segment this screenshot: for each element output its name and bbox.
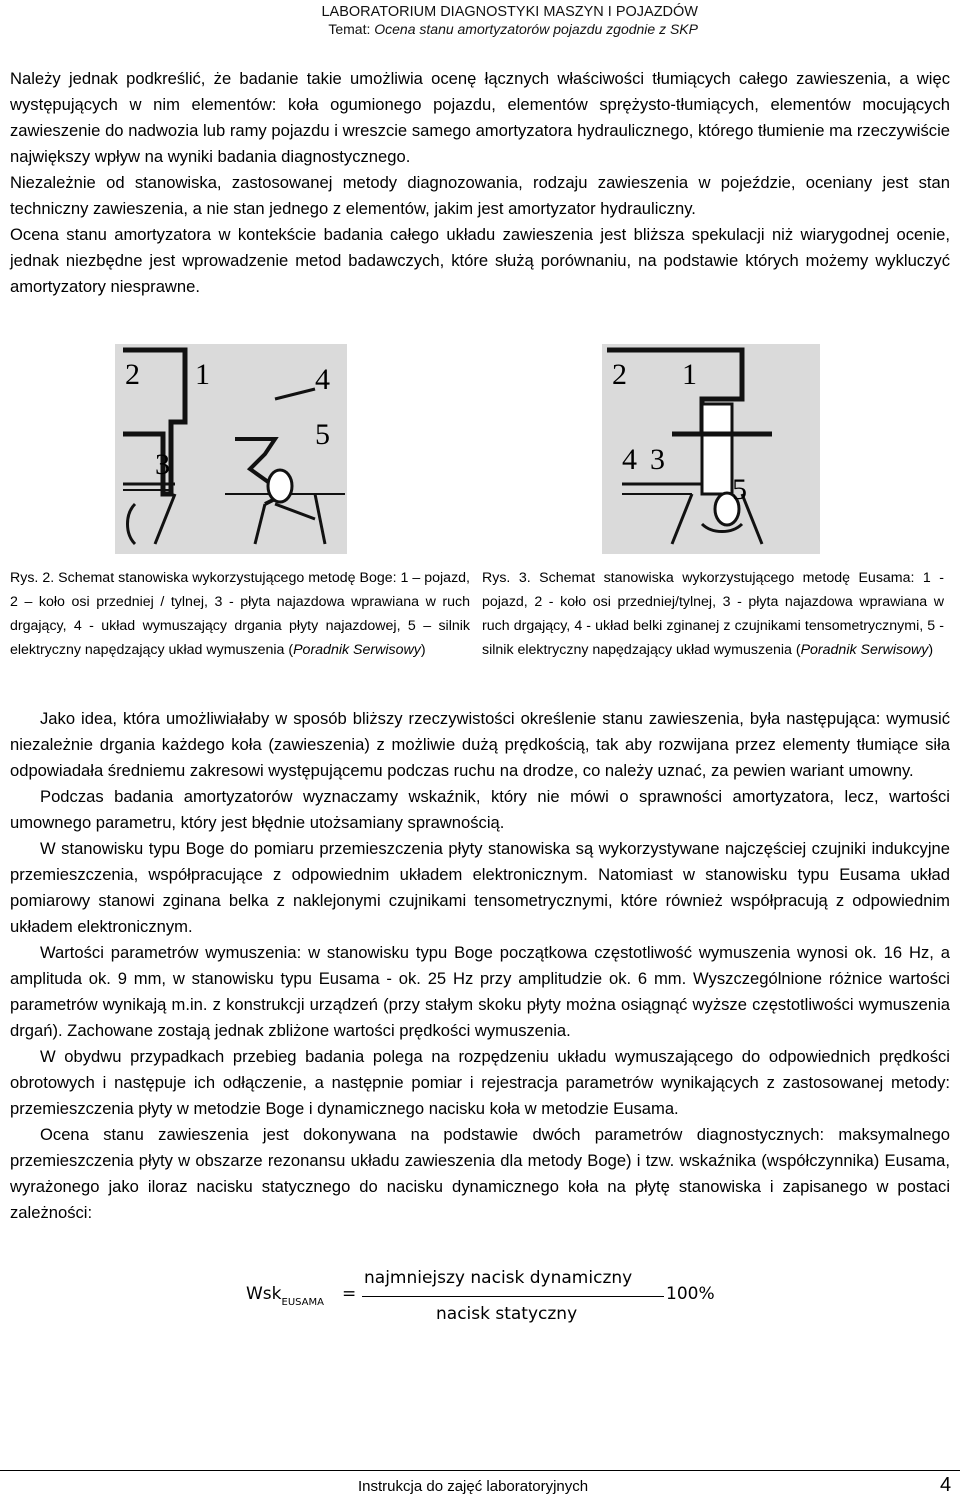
header-lab-name: LABORATORIUM DIAGNOSTYKI MASZYN I POJAZDÓW xyxy=(321,4,698,20)
formula-fraction-bar xyxy=(362,1296,664,1297)
page-header xyxy=(321,4,698,38)
intro-paragraph-2: Niezależnie od stanowiska, zastosowanej metody diagnozowania, rodzaju zawieszenia w pojeździe, oceniany jest stan techniczny zawieszenia, a nie stan jednego z elementów, jakim jest amortyzator hydrauliczny. xyxy=(10,173,950,218)
caption-boge-source: Poradnik Serwisowy xyxy=(293,642,421,658)
body-paragraph: Wartości parametrów wymuszenia: w stanowisku typu Boge początkowa częstotliwość wymuszenia wynosi ok. 16 Hz, a amplituda ok. 9 mm, w stanowisku typu Eusama - ok. 25 Hz przy amplitudzie ok. 6 mm. Wyszczególnione różnice wartości parametrów wynikają m.in. z konstrukcji urządzeń (przy stałym skoku płyty można osiągnąć wyższe częstotliwości wymuszenia drgań). Zachowane zostają jednak zbliżone wartości prędkości wymuszenia. xyxy=(10,943,950,1040)
fig2-label-4: 4 xyxy=(622,443,637,476)
footer-divider xyxy=(0,1470,960,1471)
body-paragraph: Podczas badania amortyzatorów wyznaczamy wskaźnik, który nie mówi o sprawności amortyzatora, lecz, wartości umownego parametru, który jest błędnie utożsamiany sprawnością. xyxy=(10,787,950,832)
footer-title: Instrukcja do zajęć laboratoryjnych xyxy=(358,1478,589,1495)
fig1-label-3: 3 xyxy=(155,448,170,481)
intro-text xyxy=(10,66,950,300)
fig2-label-1: 1 xyxy=(682,358,697,391)
figure-boge-caption xyxy=(10,566,470,662)
caption-eusama-text: Rys. 3. Schemat stanowiska wykorzystującego metodę Eusama: 1 - pojazd, 2 - koło osi przedniej/tylnej, 3 - płyta najazdowa wprawiana w ruch drgający, 4 - układ belki zginanej z czujnikami tensometrycznymi, 5 - silnik elektryczny napędzający układ wymuszenia ( xyxy=(482,570,944,658)
formula-subscript: EUSAMA xyxy=(281,1297,324,1308)
fig2-label-2: 2 xyxy=(612,358,627,391)
formula-factor: 100% xyxy=(666,1284,715,1304)
fig2-label-3: 3 xyxy=(650,443,665,476)
main-text xyxy=(10,706,950,1226)
header-topic xyxy=(321,21,698,38)
header-topic-text: Ocena stanu amortyzatorów pojazdu zgodnie z SKP xyxy=(374,21,698,37)
eusama-formula xyxy=(246,1262,746,1352)
fig1-label-1: 1 xyxy=(195,358,210,391)
caption-eusama-source: Poradnik Serwisowy xyxy=(800,642,929,658)
body-paragraph: W stanowisku typu Boge do pomiaru przemieszczenia płyty stanowiska są wykorzystywane najczęściej czujniki indukcyjne przemieszczenia, współpracujące z odpowiednim układem elektronicznym. Natomiast w stanowisku typu Eusama układ pomiarowy stanowi zginana belka z naklejonymi czujnikami tensometrycznymi, które również współpracują z odpowiednim układem elektronicznym. xyxy=(10,839,950,936)
fig2-label-5: 5 xyxy=(732,473,747,506)
intro-paragraph-3: Ocena stanu amortyzatora w kontekście badania całego układu zawieszenia jest bliższa spekulacji niż wiarygodnej ocenie, jednak niezbędne jest wprowadzenie metod badawczych, które służą porównaniu, na podstawie których możemy wykluczyć amortyzatory niesprawne. xyxy=(10,225,950,296)
figure-eusama-caption xyxy=(482,566,944,662)
body-paragraph: W obydwu przypadkach przebieg badania polega na rozpędzeniu układu wymuszającego do odpowiednich prędkości obrotowych i następuje ich odłączenie, a następnie pomiar i rejestracja parametrów wynikających z zastosowanej metody: przemieszczenia płyty w metodzie Boge i dynamicznego nacisku koła w metodzie Eusama. xyxy=(10,1047,950,1118)
header-topic-label: Temat: xyxy=(328,21,375,37)
body-paragraph: Ocena stanu zawieszenia jest dokonywana na podstawie dwóch parametrów diagnostycznych: maksymalnego przemieszczenia płyty w obszarze rezonansu układu zawieszenia dla metody Boge) i tzw. wskaźnika (współczynnika) Eusama, wyrażonego jako iloraz nacisku statycznego do nacisku dynamicznego koła na płytę stanowiska i zapisanego w postaci zależności: xyxy=(10,1125,950,1222)
figure-eusama-schematic xyxy=(602,344,820,554)
fig1-label-2: 2 xyxy=(125,358,140,391)
caption-eusama-tail: ) xyxy=(928,642,934,658)
page-number: 4 xyxy=(940,1474,952,1496)
formula-equals: = xyxy=(342,1284,357,1304)
fig1-label-4: 4 xyxy=(315,363,330,396)
formula-lhs xyxy=(246,1284,324,1308)
formula-numerator: najmniejszy nacisk dynamiczny xyxy=(364,1268,633,1288)
formula-denominator: nacisk statyczny xyxy=(436,1304,578,1324)
intro-paragraph-1: Należy jednak podkreślić, że badanie takie umożliwia ocenę łącznych właściwości tłumiących całego zawieszenia, a więc występujących w nim elementów: koła ogumionego pojazdu, elementów sprężysto-tłumiących, elementów mocujących zawieszenie do nadwozia lub ramy pojazdu i wreszcie samego amortyzatora hydraulicznego, którego tłumienie ma rzeczywiście największy wpływ na wyniki badania diagnostycznego. xyxy=(10,69,950,166)
body-paragraph: Jako idea, która umożliwiałaby w sposób bliższy rzeczywistości określenie stanu zawieszenia, była następująca: wymusić niezależnie drgania każdego koła (zawieszenia) z możliwie dużą prędkością, tak aby rozwijana przez elementy tłumiące siła odpowiadała średniemu zakresowi występującemu podczas ruchu na drodze, co należy uznać, za pewien wariant umowny. xyxy=(10,709,950,780)
figure-boge-schematic xyxy=(115,344,347,554)
fig1-label-5: 5 xyxy=(315,418,330,451)
formula-wsk: Wsk xyxy=(246,1284,282,1304)
caption-boge-text: Rys. 2. Schemat stanowiska wykorzystującego metodę Boge: 1 – pojazd, 2 – koło osi przedniej / tylnej, 3 - płyta najazdowa wprawiana w ruch drgający, 4 - układ wymuszający drgania płyty najazdowej, 5 – silnik elektryczny napędzający układ wymuszenia ( xyxy=(10,570,470,658)
caption-boge-tail: ) xyxy=(420,642,426,658)
